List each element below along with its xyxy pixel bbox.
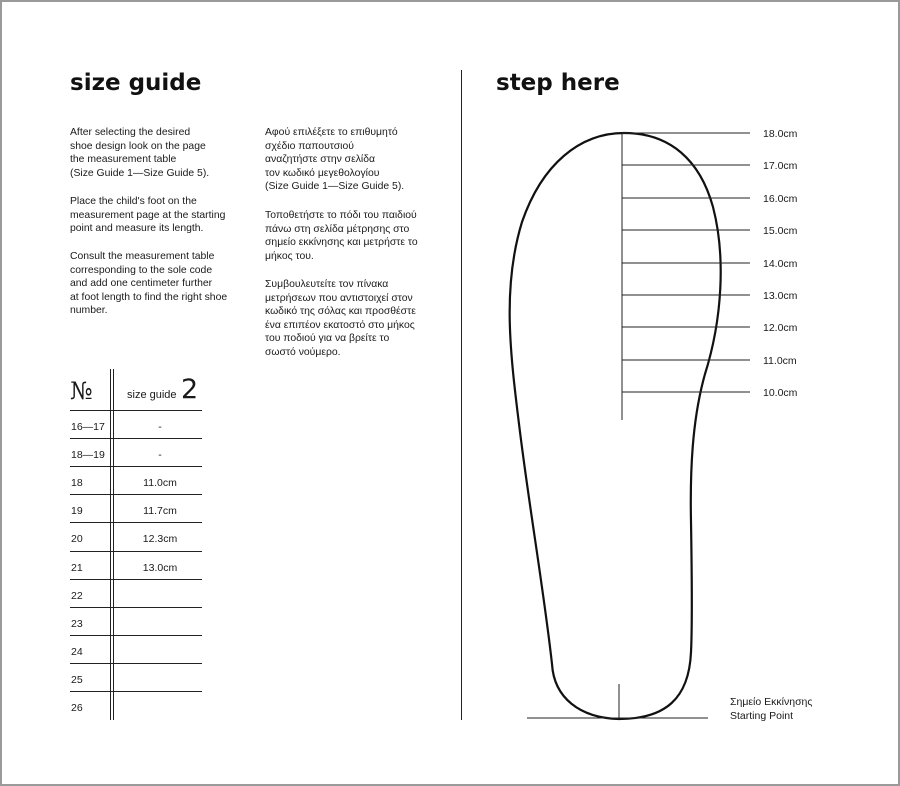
instruction-gr-2: Τοποθετήστε το πόδι του παιδιού πάνω στη σελίδα μέτρησης στο σημείο εκκίνησης και μετρήστε το μήκος του. bbox=[265, 210, 418, 262]
size-guide-header-number: 2 bbox=[181, 374, 199, 405]
scale-tick bbox=[622, 322, 798, 334]
row-size: 18 bbox=[71, 477, 83, 489]
instruction-en-3: Consult the measurement table corresponding to the sole code and add one centimeter further at foot length to find the right shoe number. bbox=[70, 251, 228, 317]
instruction-en-1: After selecting the desired shoe design look on the page the measurement table (Size Guide 1—Size Guide 5). bbox=[70, 127, 210, 179]
scale-tick-label: 12.0cm bbox=[763, 322, 798, 334]
scale-tick-label: 10.0cm bbox=[763, 387, 798, 399]
size-guide-header-label: size guide bbox=[127, 389, 177, 401]
row-length: 11.0cm bbox=[143, 477, 177, 489]
row-size: 22 bbox=[71, 590, 83, 602]
row-size: 25 bbox=[71, 674, 83, 686]
row-size: 24 bbox=[71, 646, 83, 658]
starting-point-label-gr: Σημείο Εκκίνησης bbox=[730, 696, 813, 708]
row-size: 20 bbox=[71, 533, 83, 545]
row-length: - bbox=[158, 449, 162, 461]
row-length: 13.0cm bbox=[142, 562, 178, 574]
row-size: 19 bbox=[71, 505, 83, 517]
instruction-gr-3: Συμβουλευτείτε τον πίνακα μετρήσεων που αντιστοιχεί στον κωδικό της σόλας και προσθέστε ένα επιπέον εκατοστό στο μήκος του ποδιού για να βρείτε το σωστό νούμερο. bbox=[265, 279, 416, 358]
row-size: 16—17 bbox=[71, 421, 105, 433]
row-length: 11.7cm bbox=[143, 505, 177, 517]
scale-tick bbox=[622, 387, 798, 399]
instruction-gr-1: Αφού επιλέξετε το επιθυμητό σχέδιο παπουτσιού αναζητήστε στην σελίδα τον κωδικό μεγεθολογίου (Size Guide 1—Size Guide 5). bbox=[265, 127, 405, 193]
scale-tick bbox=[622, 290, 798, 302]
scale-tick-label: 18.0cm bbox=[763, 128, 798, 140]
step-here-title: step here bbox=[496, 70, 620, 96]
scale-tick-label: 17.0cm bbox=[763, 160, 798, 172]
row-length: 12.3cm bbox=[142, 533, 178, 545]
row-size: 18—19 bbox=[71, 449, 105, 461]
scale-tick-label: 15.0cm bbox=[763, 225, 798, 237]
scale-tick bbox=[622, 160, 798, 172]
row-length: - bbox=[158, 421, 162, 433]
instruction-en-2: Place the child's foot on the measurement page at the starting point and measure its length. bbox=[70, 196, 226, 235]
scale-tick-label: 13.0cm bbox=[763, 290, 798, 302]
foot-measurement-diagram bbox=[2, 2, 898, 784]
row-size: 21 bbox=[71, 562, 83, 574]
scale-tick bbox=[622, 225, 798, 237]
row-size: 26 bbox=[71, 702, 83, 714]
row-size: 23 bbox=[71, 618, 83, 630]
scale-tick-label: 16.0cm bbox=[763, 193, 798, 205]
size-guide-title: size guide bbox=[70, 70, 202, 96]
scale-tick-label: 14.0cm bbox=[763, 258, 798, 270]
scale-tick-label: 11.0cm bbox=[763, 355, 797, 367]
starting-point-label-en: Starting Point bbox=[730, 710, 794, 722]
scale-tick bbox=[622, 128, 798, 140]
scale-tick bbox=[622, 258, 798, 270]
foot-outline bbox=[510, 133, 721, 719]
size-number-header: № bbox=[70, 377, 93, 405]
